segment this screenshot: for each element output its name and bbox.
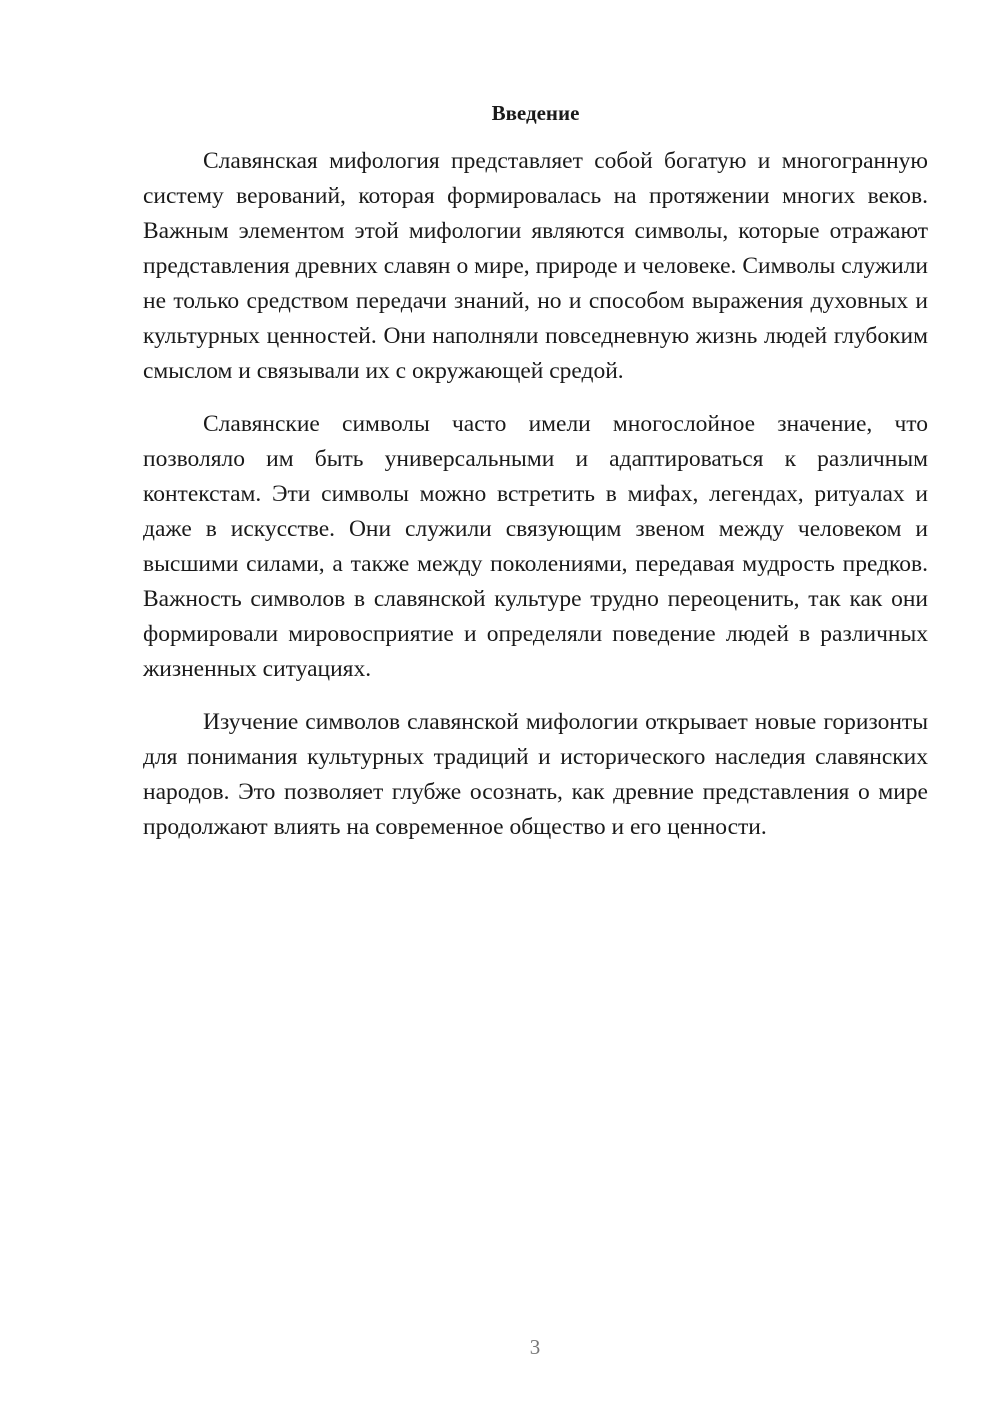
section-heading: Введение (491, 101, 580, 125)
paragraph-2: Славянские символы часто имели многослойное значение, что позволяло им быть универсальными и адаптироваться к различным контекстам. Эти символы можно встретить в мифах, легендах, ритуалах и даже в искусстве. Они служили связующим звеном между человеком и высшими силами, а также между поколениями, передавая мудрость предков. Важность символов в славянской культуре трудно переоценить, так как они формировали мировосприятие и определяли поведение людей в различных жизненных ситуациях. (143, 411, 928, 682)
paragraph-3: Изучение символов славянской мифологии открывает новые горизонты для понимания культурных традиций и исторического наследия славянских народов. Это позволяет глубже осознать, как древние представления о мире продолжают влиять на современное общество и его ценности. (143, 709, 928, 840)
body-text (143, 144, 928, 863)
page-number: 3 (529, 1335, 541, 1359)
paragraph-1: Славянская мифология представляет собой богатую и многогранную систему верований, которая формировалась на протяжении многих веков. Важным элементом этой мифологии являются символы, которые отражают представления древних славян о мире, природе и человеке. Символы служили не только средством передачи знаний, но и способом выражения духовных и культурных ценностей. Они наполняли повседневную жизнь людей глубоким смыслом и связывали их с окружающей средой. (143, 148, 928, 384)
